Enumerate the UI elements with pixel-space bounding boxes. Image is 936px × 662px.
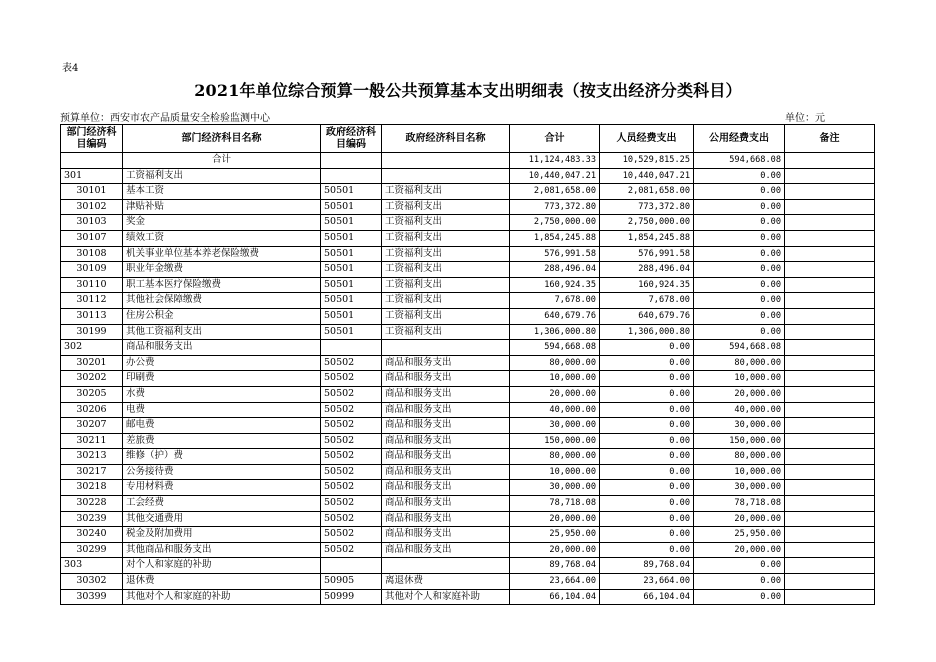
gov-name-cell: 工资福利支出 xyxy=(382,230,510,246)
dept-code-cell: 30109 xyxy=(61,262,123,278)
dept-name-cell: 电费 xyxy=(123,402,321,418)
public-expense-cell: 0.00 xyxy=(694,277,785,293)
gov-name-cell: 商品和服务支出 xyxy=(382,449,510,465)
table-row xyxy=(61,542,875,558)
table-row xyxy=(61,386,875,402)
total-cell: 66,104.04 xyxy=(510,589,600,605)
gov-name-cell: 工资福利支出 xyxy=(382,324,510,340)
remarks-cell xyxy=(785,574,875,590)
remarks-cell xyxy=(785,464,875,480)
dept-code-cell: 30101 xyxy=(61,184,123,200)
gov-name-cell: 商品和服务支出 xyxy=(382,464,510,480)
dept-name-cell: 邮电费 xyxy=(123,418,321,434)
gov-name-cell xyxy=(382,340,510,356)
remarks-cell xyxy=(785,433,875,449)
public-expense-cell: 0.00 xyxy=(694,199,785,215)
gov-name-cell: 工资福利支出 xyxy=(382,277,510,293)
table-row xyxy=(61,496,875,512)
table-row xyxy=(61,371,875,387)
dept-code-cell: 30239 xyxy=(61,511,123,527)
gov-name-cell: 工资福利支出 xyxy=(382,246,510,262)
public-expense-cell: 0.00 xyxy=(694,184,785,200)
personnel-expense-cell: 10,529,815.25 xyxy=(600,153,694,169)
dept-name-cell: 公务接待费 xyxy=(123,464,321,480)
dept-name-cell: 住房公积金 xyxy=(123,308,321,324)
table-row xyxy=(61,230,875,246)
dept-code-cell: 30213 xyxy=(61,449,123,465)
gov-code-cell: 50502 xyxy=(321,480,382,496)
dept-name-cell: 维修（护）费 xyxy=(123,449,321,465)
remarks-cell xyxy=(785,542,875,558)
gov-code-cell: 50501 xyxy=(321,184,382,200)
gov-code-cell: 50502 xyxy=(321,418,382,434)
remarks-cell xyxy=(785,184,875,200)
table-row xyxy=(61,199,875,215)
header-dept-name: 部门经济科目名称 xyxy=(123,125,321,153)
header-gov-name: 政府经济科目名称 xyxy=(382,125,510,153)
public-expense-cell: 78,718.08 xyxy=(694,496,785,512)
table-row xyxy=(61,168,875,184)
header-remarks: 备注 xyxy=(785,125,875,153)
dept-code-cell: 303 xyxy=(61,558,123,574)
public-expense-cell: 0.00 xyxy=(694,246,785,262)
gov-code-cell: 50501 xyxy=(321,215,382,231)
total-cell: 10,000.00 xyxy=(510,371,600,387)
personnel-expense-cell: 0.00 xyxy=(600,402,694,418)
dept-name-cell: 合计 xyxy=(123,153,321,169)
table-row xyxy=(61,340,875,356)
gov-name-cell: 商品和服务支出 xyxy=(382,511,510,527)
public-expense-cell: 150,000.00 xyxy=(694,433,785,449)
gov-code-cell: 50905 xyxy=(321,574,382,590)
gov-name-cell xyxy=(382,153,510,169)
gov-code-cell: 50999 xyxy=(321,589,382,605)
gov-code-cell: 50501 xyxy=(321,308,382,324)
total-cell: 594,668.08 xyxy=(510,340,600,356)
table-row xyxy=(61,277,875,293)
remarks-cell xyxy=(785,230,875,246)
public-expense-cell: 0.00 xyxy=(694,230,785,246)
personnel-expense-cell: 1,854,245.88 xyxy=(600,230,694,246)
total-row xyxy=(61,153,875,169)
dept-name-cell: 津贴补贴 xyxy=(123,199,321,215)
dept-name-cell: 其他对个人和家庭的补助 xyxy=(123,589,321,605)
personnel-expense-cell: 160,924.35 xyxy=(600,277,694,293)
total-cell: 640,679.76 xyxy=(510,308,600,324)
gov-name-cell: 商品和服务支出 xyxy=(382,386,510,402)
total-cell: 20,000.00 xyxy=(510,511,600,527)
table-row xyxy=(61,308,875,324)
public-expense-cell: 20,000.00 xyxy=(694,511,785,527)
gov-name-cell xyxy=(382,558,510,574)
dept-name-cell: 职业年金缴费 xyxy=(123,262,321,278)
remarks-cell xyxy=(785,418,875,434)
remarks-cell xyxy=(785,496,875,512)
total-cell: 773,372.80 xyxy=(510,199,600,215)
personnel-expense-cell: 2,750,000.00 xyxy=(600,215,694,231)
page-title: 2021年单位综合预算一般公共预算基本支出明细表（按支出经济分类科目） xyxy=(194,81,742,100)
dept-code-cell: 30218 xyxy=(61,480,123,496)
gov-name-cell: 商品和服务支出 xyxy=(382,433,510,449)
personnel-expense-cell: 0.00 xyxy=(600,496,694,512)
dept-name-cell: 职工基本医疗保险缴费 xyxy=(123,277,321,293)
gov-code-cell: 50501 xyxy=(321,324,382,340)
dept-name-cell: 机关事业单位基本养老保险缴费 xyxy=(123,246,321,262)
header-total: 合计 xyxy=(510,125,600,153)
public-expense-cell: 0.00 xyxy=(694,558,785,574)
gov-name-cell: 商品和服务支出 xyxy=(382,527,510,543)
gov-name-cell: 离退休费 xyxy=(382,574,510,590)
header-dept-code: 部门经济科目编码 xyxy=(61,125,123,153)
dept-code-cell: 30228 xyxy=(61,496,123,512)
gov-code-cell: 50502 xyxy=(321,496,382,512)
gov-code-cell: 50502 xyxy=(321,402,382,418)
gov-code-cell xyxy=(321,340,382,356)
remarks-cell xyxy=(785,558,875,574)
table-row xyxy=(61,527,875,543)
dept-name-cell: 绩效工资 xyxy=(123,230,321,246)
public-expense-cell: 0.00 xyxy=(694,215,785,231)
gov-name-cell: 商品和服务支出 xyxy=(382,371,510,387)
dept-code-cell: 30211 xyxy=(61,433,123,449)
total-cell: 576,991.58 xyxy=(510,246,600,262)
dept-code-cell: 30103 xyxy=(61,215,123,231)
gov-code-cell: 50501 xyxy=(321,199,382,215)
gov-code-cell xyxy=(321,168,382,184)
personnel-expense-cell: 288,496.04 xyxy=(600,262,694,278)
public-expense-cell: 0.00 xyxy=(694,589,785,605)
personnel-expense-cell: 0.00 xyxy=(600,464,694,480)
remarks-cell xyxy=(785,308,875,324)
dept-name-cell: 印刷费 xyxy=(123,371,321,387)
personnel-expense-cell: 0.00 xyxy=(600,355,694,371)
remarks-cell xyxy=(785,153,875,169)
table-row xyxy=(61,464,875,480)
public-expense-cell: 0.00 xyxy=(694,324,785,340)
table-row xyxy=(61,418,875,434)
total-cell: 7,678.00 xyxy=(510,293,600,309)
total-cell: 40,000.00 xyxy=(510,402,600,418)
dept-code-cell: 30110 xyxy=(61,277,123,293)
table-row xyxy=(61,574,875,590)
header-public-expense: 公用经费支出 xyxy=(694,125,785,153)
dept-name-cell: 对个人和家庭的补助 xyxy=(123,558,321,574)
dept-name-cell: 其他社会保障缴费 xyxy=(123,293,321,309)
dept-code-cell: 30107 xyxy=(61,230,123,246)
table-row xyxy=(61,449,875,465)
total-cell: 20,000.00 xyxy=(510,542,600,558)
total-cell: 89,768.04 xyxy=(510,558,600,574)
remarks-cell xyxy=(785,168,875,184)
public-expense-cell: 30,000.00 xyxy=(694,418,785,434)
public-expense-cell: 40,000.00 xyxy=(694,402,785,418)
public-expense-cell: 10,000.00 xyxy=(694,464,785,480)
total-cell: 30,000.00 xyxy=(510,480,600,496)
total-cell: 10,000.00 xyxy=(510,464,600,480)
remarks-cell xyxy=(785,402,875,418)
personnel-expense-cell: 10,440,047.21 xyxy=(600,168,694,184)
total-cell: 2,081,658.00 xyxy=(510,184,600,200)
personnel-expense-cell: 2,081,658.00 xyxy=(600,184,694,200)
header-gov-code: 政府经济科目编码 xyxy=(321,125,382,153)
gov-code-cell: 50502 xyxy=(321,371,382,387)
gov-name-cell: 商品和服务支出 xyxy=(382,496,510,512)
dept-code-cell: 30299 xyxy=(61,542,123,558)
gov-code-cell: 50502 xyxy=(321,449,382,465)
dept-code-cell: 30201 xyxy=(61,355,123,371)
budget-unit-label: 预算单位：西安市农产品质量安全检验监测中心 xyxy=(60,113,270,124)
dept-code-cell: 30112 xyxy=(61,293,123,309)
table-row xyxy=(61,589,875,605)
table-row xyxy=(61,402,875,418)
gov-name-cell: 其他对个人和家庭补助 xyxy=(382,589,510,605)
gov-name-cell: 商品和服务支出 xyxy=(382,542,510,558)
personnel-expense-cell: 89,768.04 xyxy=(600,558,694,574)
public-expense-cell: 594,668.08 xyxy=(694,153,785,169)
remarks-cell xyxy=(785,527,875,543)
table-row xyxy=(61,355,875,371)
dept-code-cell: 30199 xyxy=(61,324,123,340)
dept-code-cell: 30108 xyxy=(61,246,123,262)
personnel-expense-cell: 576,991.58 xyxy=(600,246,694,262)
remarks-cell xyxy=(785,277,875,293)
remarks-cell xyxy=(785,246,875,262)
public-expense-cell: 80,000.00 xyxy=(694,355,785,371)
gov-code-cell: 50501 xyxy=(321,246,382,262)
dept-code-cell: 30206 xyxy=(61,402,123,418)
dept-name-cell: 奖金 xyxy=(123,215,321,231)
gov-name-cell xyxy=(382,168,510,184)
gov-code-cell: 50502 xyxy=(321,355,382,371)
total-cell: 20,000.00 xyxy=(510,386,600,402)
total-cell: 80,000.00 xyxy=(510,355,600,371)
budget-expenditure-table xyxy=(60,124,875,605)
gov-code-cell: 50501 xyxy=(321,230,382,246)
personnel-expense-cell: 0.00 xyxy=(600,449,694,465)
remarks-cell xyxy=(785,340,875,356)
table-row xyxy=(61,433,875,449)
dept-code-cell xyxy=(61,153,123,169)
dept-code-cell: 30113 xyxy=(61,308,123,324)
remarks-cell xyxy=(785,262,875,278)
currency-unit-label: 单位：元 xyxy=(785,113,825,124)
personnel-expense-cell: 0.00 xyxy=(600,527,694,543)
table-number-label: 表4 xyxy=(62,63,79,74)
personnel-expense-cell: 7,678.00 xyxy=(600,293,694,309)
dept-code-cell: 30205 xyxy=(61,386,123,402)
gov-name-cell: 商品和服务支出 xyxy=(382,418,510,434)
public-expense-cell: 0.00 xyxy=(694,262,785,278)
gov-code-cell: 50502 xyxy=(321,542,382,558)
personnel-expense-cell: 640,679.76 xyxy=(600,308,694,324)
personnel-expense-cell: 0.00 xyxy=(600,386,694,402)
total-cell: 23,664.00 xyxy=(510,574,600,590)
total-cell: 150,000.00 xyxy=(510,433,600,449)
total-cell: 25,950.00 xyxy=(510,527,600,543)
remarks-cell xyxy=(785,355,875,371)
personnel-expense-cell: 773,372.80 xyxy=(600,199,694,215)
table-row xyxy=(61,215,875,231)
gov-code-cell xyxy=(321,153,382,169)
personnel-expense-cell: 0.00 xyxy=(600,542,694,558)
personnel-expense-cell: 0.00 xyxy=(600,480,694,496)
dept-code-cell: 30217 xyxy=(61,464,123,480)
table-row xyxy=(61,324,875,340)
gov-name-cell: 工资福利支出 xyxy=(382,293,510,309)
remarks-cell xyxy=(785,386,875,402)
table-header-row xyxy=(61,125,875,153)
personnel-expense-cell: 66,104.04 xyxy=(600,589,694,605)
remarks-cell xyxy=(785,324,875,340)
personnel-expense-cell: 0.00 xyxy=(600,433,694,449)
dept-name-cell: 其他交通费用 xyxy=(123,511,321,527)
personnel-expense-cell: 0.00 xyxy=(600,418,694,434)
gov-name-cell: 工资福利支出 xyxy=(382,262,510,278)
public-expense-cell: 20,000.00 xyxy=(694,542,785,558)
remarks-cell xyxy=(785,293,875,309)
total-cell: 288,496.04 xyxy=(510,262,600,278)
dept-name-cell: 退休费 xyxy=(123,574,321,590)
dept-code-cell: 30240 xyxy=(61,527,123,543)
dept-name-cell: 水费 xyxy=(123,386,321,402)
gov-code-cell: 50502 xyxy=(321,433,382,449)
table-row xyxy=(61,184,875,200)
table-row xyxy=(61,480,875,496)
personnel-expense-cell: 23,664.00 xyxy=(600,574,694,590)
dept-code-cell: 301 xyxy=(61,168,123,184)
gov-code-cell: 50501 xyxy=(321,262,382,278)
gov-name-cell: 工资福利支出 xyxy=(382,215,510,231)
gov-name-cell: 工资福利支出 xyxy=(382,199,510,215)
dept-name-cell: 工资福利支出 xyxy=(123,168,321,184)
remarks-cell xyxy=(785,449,875,465)
dept-name-cell: 商品和服务支出 xyxy=(123,340,321,356)
dept-name-cell: 其他商品和服务支出 xyxy=(123,542,321,558)
dept-code-cell: 30207 xyxy=(61,418,123,434)
public-expense-cell: 30,000.00 xyxy=(694,480,785,496)
dept-name-cell: 税金及附加费用 xyxy=(123,527,321,543)
personnel-expense-cell: 0.00 xyxy=(600,511,694,527)
total-cell: 78,718.08 xyxy=(510,496,600,512)
dept-name-cell: 工会经费 xyxy=(123,496,321,512)
header-personnel-expense: 人员经费支出 xyxy=(600,125,694,153)
public-expense-cell: 0.00 xyxy=(694,574,785,590)
gov-code-cell: 50502 xyxy=(321,464,382,480)
dept-code-cell: 30202 xyxy=(61,371,123,387)
table-row xyxy=(61,293,875,309)
total-cell: 1,306,000.80 xyxy=(510,324,600,340)
gov-code-cell: 50502 xyxy=(321,527,382,543)
gov-code-cell: 50501 xyxy=(321,277,382,293)
total-cell: 80,000.00 xyxy=(510,449,600,465)
table-row xyxy=(61,511,875,527)
public-expense-cell: 0.00 xyxy=(694,293,785,309)
remarks-cell xyxy=(785,511,875,527)
remarks-cell xyxy=(785,589,875,605)
dept-code-cell: 30399 xyxy=(61,589,123,605)
total-cell: 10,440,047.21 xyxy=(510,168,600,184)
public-expense-cell: 0.00 xyxy=(694,308,785,324)
public-expense-cell: 0.00 xyxy=(694,168,785,184)
personnel-expense-cell: 0.00 xyxy=(600,371,694,387)
gov-name-cell: 商品和服务支出 xyxy=(382,355,510,371)
table-body xyxy=(61,153,875,605)
dept-name-cell: 办公费 xyxy=(123,355,321,371)
personnel-expense-cell: 1,306,000.80 xyxy=(600,324,694,340)
table-row xyxy=(61,262,875,278)
remarks-cell xyxy=(785,215,875,231)
dept-name-cell: 基本工资 xyxy=(123,184,321,200)
gov-name-cell: 工资福利支出 xyxy=(382,184,510,200)
gov-name-cell: 商品和服务支出 xyxy=(382,480,510,496)
gov-code-cell: 50502 xyxy=(321,386,382,402)
remarks-cell xyxy=(785,199,875,215)
table-row xyxy=(61,246,875,262)
personnel-expense-cell: 0.00 xyxy=(600,340,694,356)
gov-name-cell: 商品和服务支出 xyxy=(382,402,510,418)
public-expense-cell: 25,950.00 xyxy=(694,527,785,543)
dept-name-cell: 差旅费 xyxy=(123,433,321,449)
public-expense-cell: 10,000.00 xyxy=(694,371,785,387)
remarks-cell xyxy=(785,480,875,496)
gov-name-cell: 工资福利支出 xyxy=(382,308,510,324)
total-cell: 30,000.00 xyxy=(510,418,600,434)
dept-name-cell: 专用材料费 xyxy=(123,480,321,496)
dept-name-cell: 其他工资福利支出 xyxy=(123,324,321,340)
public-expense-cell: 80,000.00 xyxy=(694,449,785,465)
remarks-cell xyxy=(785,371,875,387)
total-cell: 160,924.35 xyxy=(510,277,600,293)
total-cell: 11,124,483.33 xyxy=(510,153,600,169)
public-expense-cell: 20,000.00 xyxy=(694,386,785,402)
total-cell: 2,750,000.00 xyxy=(510,215,600,231)
gov-code-cell xyxy=(321,558,382,574)
dept-code-cell: 30302 xyxy=(61,574,123,590)
public-expense-cell: 594,668.08 xyxy=(694,340,785,356)
dept-code-cell: 302 xyxy=(61,340,123,356)
table-row xyxy=(61,558,875,574)
dept-code-cell: 30102 xyxy=(61,199,123,215)
gov-code-cell: 50502 xyxy=(321,511,382,527)
total-cell: 1,854,245.88 xyxy=(510,230,600,246)
gov-code-cell: 50501 xyxy=(321,293,382,309)
